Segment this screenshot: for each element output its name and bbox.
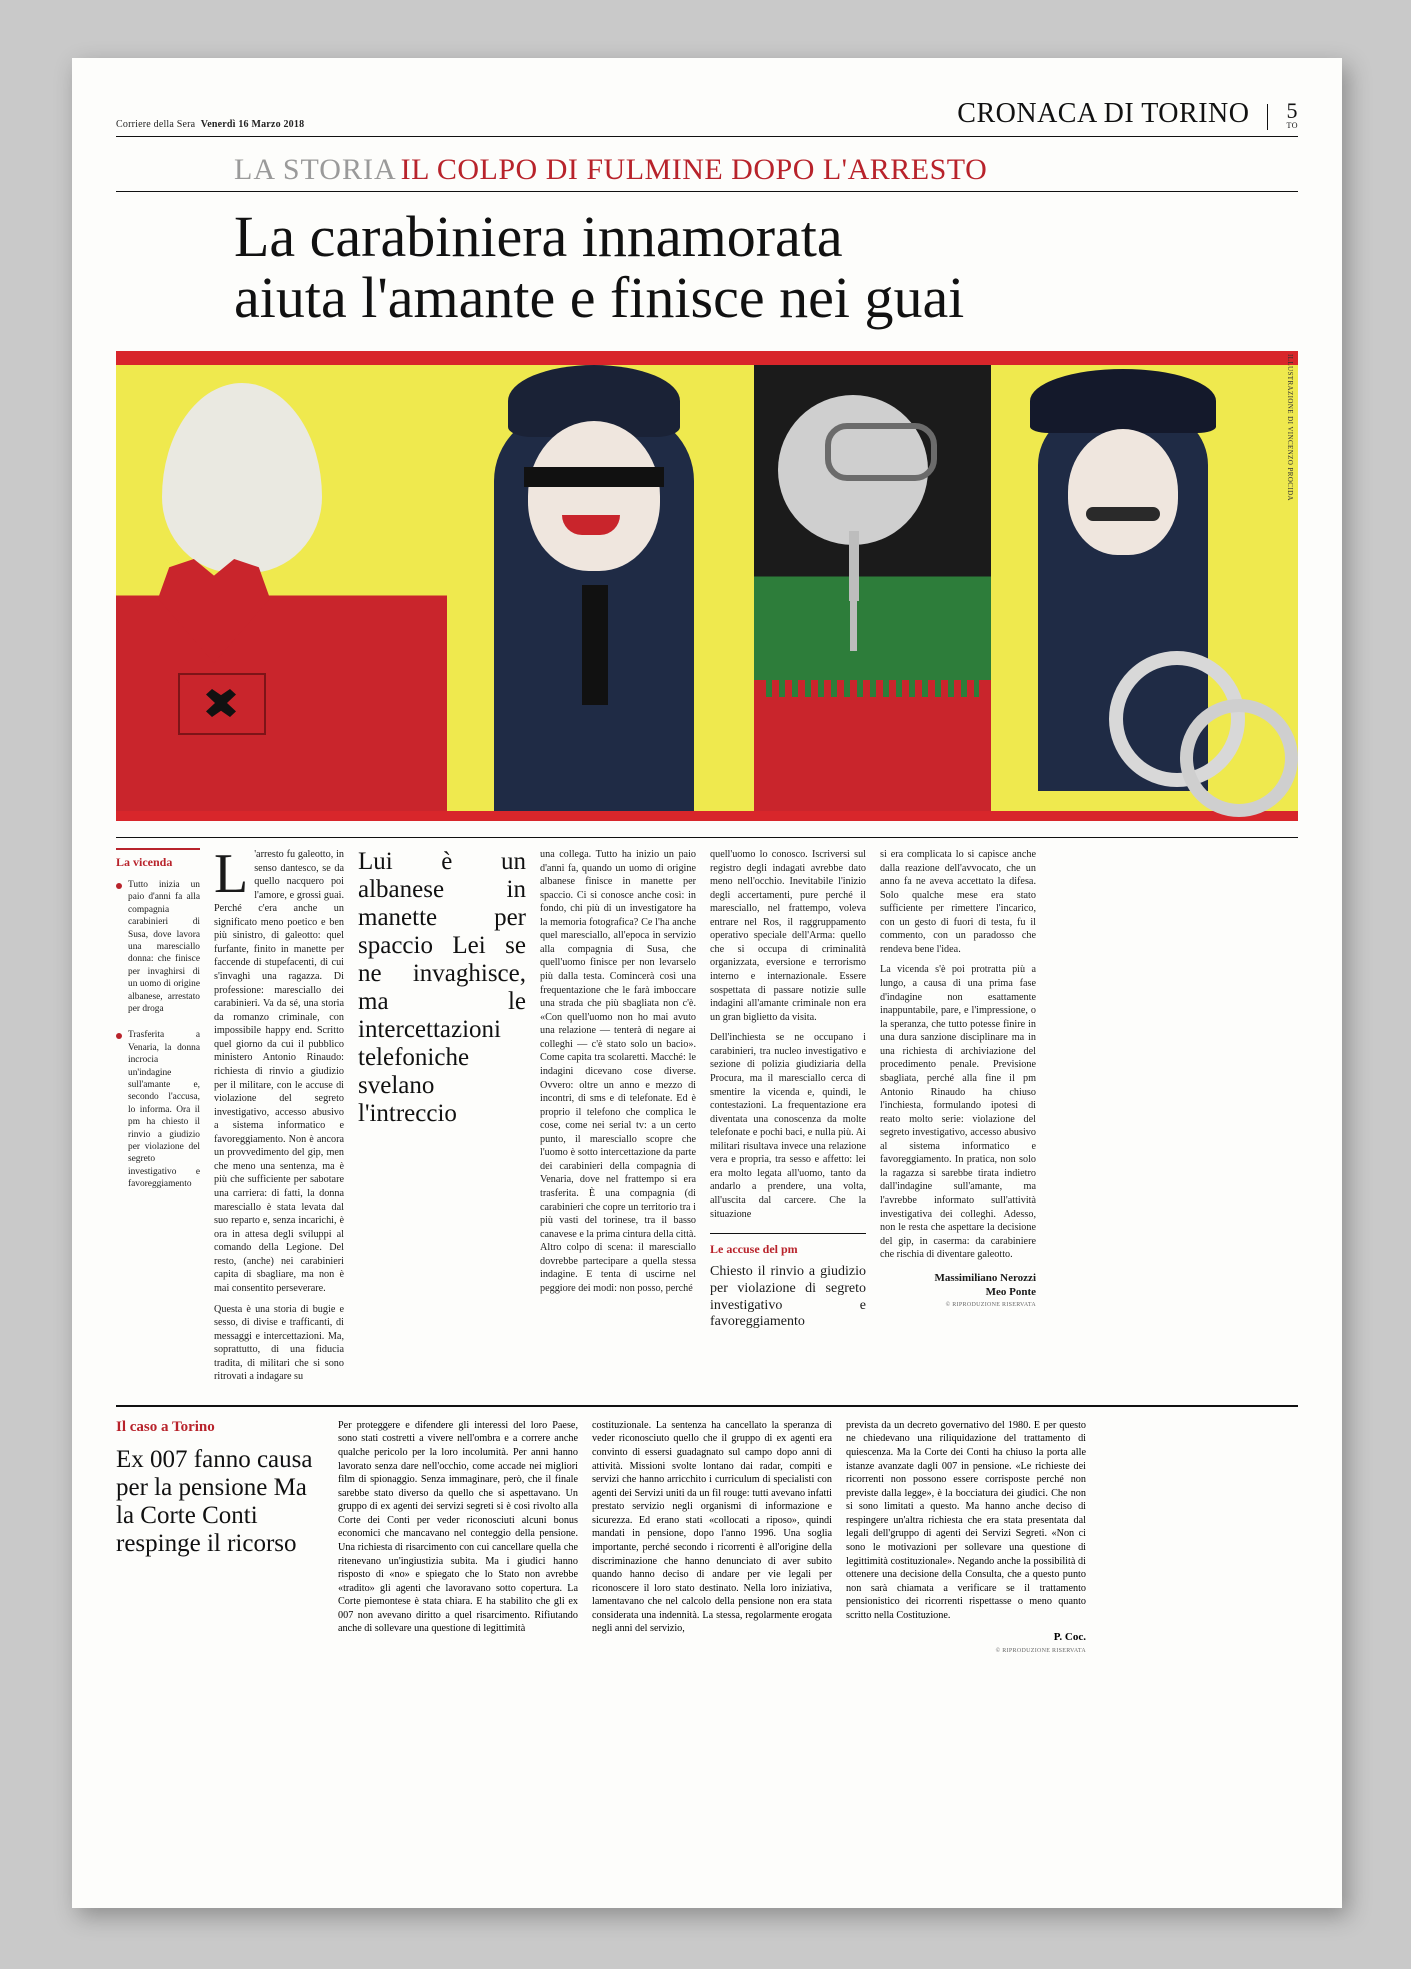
secondary-signature: P. Coc. [1053,1631,1086,1644]
glasses-icon [825,423,937,481]
story-column-2 [540,848,696,1391]
sidebar-bullet: Tutto inizia un paio d'anni fa alla compagnia carabinieri di Susa, dove lavora una maresciallo donna: che finisce per invaghirsi di un uomo di origine albanese, arrestato per droga [116,879,200,1015]
story-paragraph: una collega. Tutto ha inizio un paio d'anni fa, quando un uomo di origine albanese finisce in manette per spaccio. Ci si conosce anche così: in fondo, chi più di un investigatore ha la memoria fotografica? Ce l'ha anche quel maresciallo, all'epoca in servizio alla compagnia di Susa, che quell'uomo finisce per non levarselo più dalla testa. Comincerà così una frequentazione che le farà imboccare una strada che più sbagliata non c'è. «Con quell'uomo non ho mai avuto una relazione — tenterà di negare ai colleghi — c'è stato solo un bacio». Come capita tra scolaretti. Macché: le indagini dicevano cose diverse. Ovvero: oltre un anno e mezzo di incontri, di sms e di telefonate. Ed è proprio il telefono che complica le cose, come nei serial tv: a un certo punto, il maresciallo scopre che l'uomo è sotto intercettazione da parte dei carabinieri della compagnia di Venaria, dove nel frattempo si era trasferita. È una compagnia (di carabinieri che copre un territorio tra i più vasti del torinese, tra il basso canavese e la prima cintura della città. Altro colpo di scena: il maresciallo dovrebbe partecipare a quella stessa indagine. E tenta di uscirne nel peggiore dei modi: non posso, perché [540,848,696,1294]
kicker-label: LA STORIA [234,153,397,186]
page-number-block [1286,100,1298,130]
headline-line-1: La carabiniera innamorata [234,204,843,269]
kicker-rule [116,191,1298,192]
secondary-story-head [116,1419,324,1656]
masthead-divider [1267,104,1268,130]
main-story [116,837,1298,1391]
masthead-left [116,119,304,130]
policewoman-figure [494,411,694,811]
moustache-icon [1086,507,1160,521]
secondary-headline: Ex 007 fanno causa per la pensione Ma la Corte Conti respinge il ricorso [116,1445,313,1557]
albanian-flag-icon [178,673,266,735]
copyright-note: © RIPRODUZIONE RISERVATA [945,1302,1036,1309]
page-title [116,206,1298,329]
story-column-1 [214,842,344,1391]
handcuffs-icon-second-ring [1180,699,1298,817]
accuse-box-title: Le accuse del pm [710,1242,798,1257]
copyright-note: © RIPRODUZIONE RISERVATA [995,1647,1086,1654]
bicorne-hat-icon [1030,369,1216,433]
illustration-top-band [116,351,1298,365]
byline [880,1272,1036,1300]
story-paragraph: costituzionale. La sentenza ha cancellato la speranza di veder riconosciuto quello che il gruppo di ex agenti era convinto di essersi guadagnato sul campo dopo anni di attività. Missioni svolte lontano dai radar, compiti e servizi che hanno arricchito i curriculum di specialisti con agenti dei Servizi uniti da un fil rouge: tutti avevano infatti prestato servizio negli organismi di informazione e sicurezza. Ed erano stati «collocati a riposo», quindi mandati in pensione, dopo l'anno 1996. Una soglia importante, perché secondo i ricorrenti è all'origine della discriminazione che hanno denunciato di aver subito quando hanno deciso di andare per vie legali per riconoscere il loro stato destinato. Nella loro iniziativa, lamentavano che nel calcolo della pensione non era stata considerata una indennità. La stessa, regolarmente erogata negli anni del servizio, [592,1419,832,1635]
headline-line-2: aiuta l'amante e finisce nei guai [234,265,965,331]
pull-quote [358,848,526,1391]
secondary-story [116,1405,1298,1656]
story-paragraph: si era complicata lo si capisce anche dalla reazione dell'avvocato, che un anno fa ne aveva accettato la difesa. Solo qualche mese era stato sufficiente per rimettere l'incarico, con un gesto di fuori di testa, fu il commento, con un paradosso che rendeva bene l'idea. [880,848,1036,955]
sidebar-vicenda [116,848,200,1391]
policewoman-face [528,421,660,571]
accuse-box [710,1233,866,1331]
story-paragraph: prevista da un decreto governativo del 1980. E per questo ne chiedevano una riliquidazione del trattamento di quiescenza. Ma la Corte dei Conti ha chiuso la porta alle istanze avanzate dagli 007 in pensione. «Le richieste dei ricorrenti non possono essere corrisposte perché non previste dalla legge», è la bocciatura dei giudici. Che non si sono limitati a questo. Ma hanno anche deciso di respingere un'altra richiesta che era stata presentata dal legali dell'gruppo di agenti dei Servizi Segreti. «Non ci sono le motivazioni per sollevare una questione di legittimità costituzionale». Negando anche la possibilità di ottenere una decisione della Consulta, che a questo punto non sarà chiamata a verificare se il trattamento pensionistico dei ricorrenti rispettasse o meno quanto scritto nella Costituzione. [846,1419,1086,1621]
secondary-column-1 [338,1419,578,1656]
pull-quote-text: Lui è un albanese in manette per spaccio Lei se ne invaghisce, ma le intercettazioni telefoniche svelano l'intreccio [358,847,526,1127]
carabiniere-face [1068,429,1178,555]
masthead-right [957,98,1298,130]
issue-date: Venerdì 16 Marzo 2018 [200,119,305,130]
sidebar-bullet: Trasferita a Venaria, la donna incrocia un'indagine sull'amante e, secondo l'accusa, lo informa. Ora il pm ha chiesto il rinvio a giudizio per violazione del segreto investigativo e favoreggiamento [116,1029,200,1190]
story-paragraph [214,842,344,1296]
page-sheet [72,58,1342,1908]
story-paragraph: Questa è una storia di bugie e sesso, di divise e trafficanti, di messaggi e intercettazioni. Ma, soprattutto, di una fiducia tradita, di militari che si sono ritrovati a indagare su [214,1303,344,1383]
paper-name: Corriere della Sera [116,119,196,130]
story-column-4 [880,848,1036,1391]
kicker [116,153,1298,187]
kicker-text: IL COLPO DI FULMINE DOPO L'ARRESTO [400,153,988,186]
story-column-3 [710,848,866,1391]
secondary-kicker: Il caso a Torino [116,1418,215,1435]
secondary-column-3 [846,1419,1086,1656]
sidebar-title: La vicenda [116,848,200,871]
drop-cap: L [214,842,249,905]
censor-bar [524,467,664,487]
byline-author-1: Massimiliano Nerozzi [934,1271,1036,1284]
illustration [116,351,1298,821]
illustration-bottom-band [116,811,1298,821]
accuse-box-text: Chiesto il rinvio a giudizio per violazione di segreto investigativo e favoreggiamento [710,1264,866,1330]
section-title: CRONACA DI TORINO [957,98,1250,129]
audio-waveform-icon [766,601,979,697]
story-text: 'arresto fu galeotto, in senso dantesco, se da quello nacquero poi l'amore, e grossi guai. Perché c'era anche un significato meno poetico e ben più sinistro, di galeotto: quel furfante, finito in manette per faccende di stupefacenti, di cui s'invaghì una ragazza. Di professione: maresciallo dei carabinieri. Va da sé, una storia da romanzo criminale, con impossibile happy end. Scritto quel giorno da cui il pubblico ministero Antonio Rinaudo: richiesta di rinvio a giudizio per il militare, con le accuse di violazione del segreto investigativo, accesso abusivo a sistema informatico e favoreggiamento. Non è ancora un provvedimento del gip, men che meno una sentenza, ma è più che sufficiente per sabotare una carriera: di fatti, la donna maresciallo è stata levata dal suo reparto e, senza incarichi, è ora in attesa degli sviluppi al comando della Legione. Del resto, (anche) nei carabinieri capita di sbagliare, ma non è mai consentito perseverare. [214,848,344,1294]
story-paragraph: La vicenda s'è poi protratta più a lungo, a causa di una prima fase d'indagine non esattamente inappuntabile, pare, e l'impressione, o la speranza, che tutto potesse finire in una dura sanzione disciplinare ma in una richiesta di archiviazione del procedimento penale. Previsione sbagliata, perché alla fine il pm Antonio Rinaudo ha chiuso l'inchiesta, formulando ipotesi di reato molto serie: violazione del segreto investigativo, accesso abusivo al sistema informatico e favoreggiamento. In pratica, non solo la ragazza si sarebbe tirata indietro dall'indagine sull'amante, ma l'avrebbe informato sull'attività investigativa dei colleghi. Adesso, non le resta che aspettare la decisione del gip, in caserma: da carabiniere che rischia di diventare galeotto. [880,964,1036,1261]
illustration-credit: ILLUSTRAZIONE DI VINCENZO PROCIDA [1286,353,1294,501]
masthead [116,98,1298,137]
necktie-icon [582,585,608,705]
story-paragraph: Per proteggere e difendere gli interessi del loro Paese, sono stati costretti a vivere nell'ombra e a correre anche qualche pericolo per la loro incolumità. Per anni hanno lavorato senza dare nell'occhio, come accade nei migliori film di spionaggio. Senza immaginare, però, che il finale sarebbe stato diverso da quello che si aspettavano. Un gruppo di ex agenti dei servizi segreti si è così rivolto alla Corte dei Conti per veder riconosciuti alcuni bonus economici che mancavano nel conteggio della pensione. Una richiesta di risarcimento con cui cancellare quella che ritenevano un'ingiustizia subita. Ma i giudici hanno risposto di «no» e spiegato che lo Stato non avrebbe «tradito» gli agenti che lavoravano sotto copertura. La Corte piemontese è stata chiara. E ha stabilito che gli ex 007 non avevano diritto a quel risarcimento. Rifiutando anche di sollevare una questione di legittimità [338,1419,578,1635]
byline-author-2: Meo Ponte [985,1285,1036,1298]
page-edition: TO [1286,121,1298,130]
page-number: 5 [1286,98,1298,123]
secondary-column-2 [592,1419,832,1656]
story-paragraph: quell'uomo lo conosco. Iscriversi sul registro degli indagati avrebbe dato meno nell'occhio. Inevitabile l'inizio degli accertamenti, pure perché il maresciallo, nel frattempo, voleva entrare nel Ros, il raggruppamento operativo speciale dell'Arma: quello che si occupa di criminalità organizzata, eversione e terrorismo interno e internazionale. Essere sospettata di passare notizie sulle indagini all'amante criminale non era un gran biglietto da visita. [710,848,866,1023]
story-paragraph: Dell'inchiesta se ne occupano i carabinieri, tra nucleo investigativo e sezione di polizia giudiziaria della Procura, ma il maresciallo cerca di smentire la vicenda e, quindi, le contestazioni. La frequentazione era diventata una conoscenza da molte telefonate e pochi baci, e nulla più. Ai militari risultava invece una relazione vera e propria, tra sesso e affetto: lei era molto legata all'uomo, tanto da andarlo a prendere, una volta, all'uscita dal carcere. Che la situazione [710,1032,866,1220]
